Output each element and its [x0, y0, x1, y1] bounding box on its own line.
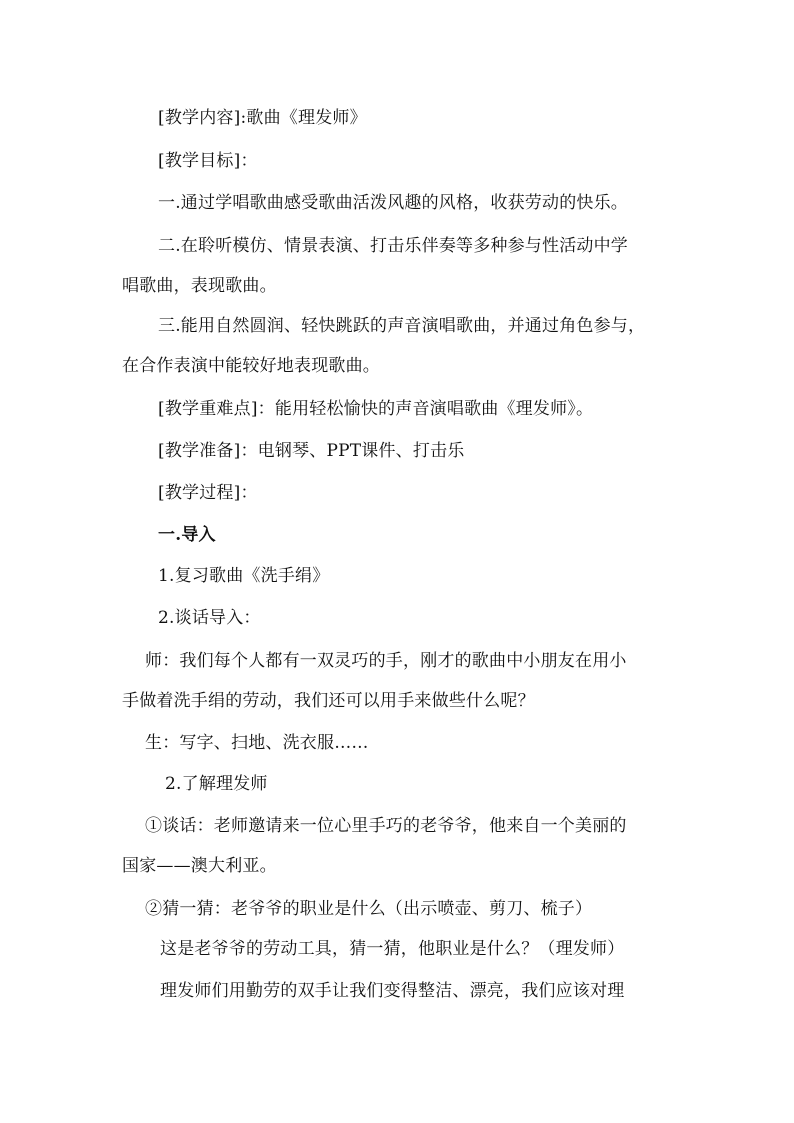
- goal-two-line-2: 唱歌曲，表现歌曲。: [122, 276, 277, 296]
- step-learn-barber: 2.了解理发师: [165, 774, 268, 794]
- preparation-line: [教学准备]：电钢琴、PPT课件、打击乐: [158, 441, 465, 461]
- teaching-content-line: [教学内容]:歌曲《理发师》: [158, 108, 367, 128]
- talk-line-2: 国家——澳大利亚。: [122, 856, 277, 876]
- goal-two-line-1: 二.在聆听模仿、情景表演、打击乐伴奏等多种参与性活动中学: [158, 236, 629, 256]
- key-difficulty-line: [教学重难点]：能用轻松愉快的声音演唱歌曲《理发师》。: [158, 399, 594, 419]
- barber-praise-line: 理发师们用勤劳的双手让我们变得整洁、漂亮，我们应该对理: [160, 981, 625, 1001]
- student-line: 生：写字、扫地、洗衣服……: [145, 733, 369, 753]
- teacher-line-2: 手做着洗手绢的劳动，我们还可以用手来做些什么呢？: [122, 691, 535, 711]
- section-intro-heading: 一.导入: [158, 525, 216, 545]
- talk-line-1: ①谈话：老师邀请来一位心里手巧的老爷爷，他来自一个美丽的: [145, 816, 627, 836]
- goal-one-line: 一.通过学唱歌曲感受歌曲活泼风趣的风格，收获劳动的快乐。: [158, 193, 629, 213]
- step-review-song: 1.复习歌曲《洗手绢》: [158, 566, 330, 586]
- tools-line: 这是老爷爷的劳动工具，猜一猜，他职业是什么？（理发师）: [160, 939, 625, 959]
- teaching-goals-heading: [教学目标]：: [158, 151, 258, 171]
- step-talk-intro: 2.谈话导入：: [158, 608, 261, 628]
- goal-three-line-1: 三.能用自然圆润、轻快跳跃的声音演唱歌曲，并通过角色参与，: [158, 316, 646, 336]
- guess-line: ②猜一猜：老爷爷的职业是什么（出示喷壶、剪刀、梳子）: [145, 899, 593, 919]
- teacher-line-1: 师：我们每个人都有一双灵巧的手，刚才的歌曲中小朋友在用小: [145, 651, 627, 671]
- goal-three-line-2: 在合作表演中能较好地表现歌曲。: [122, 356, 380, 376]
- teaching-process-heading: [教学过程]：: [158, 483, 258, 503]
